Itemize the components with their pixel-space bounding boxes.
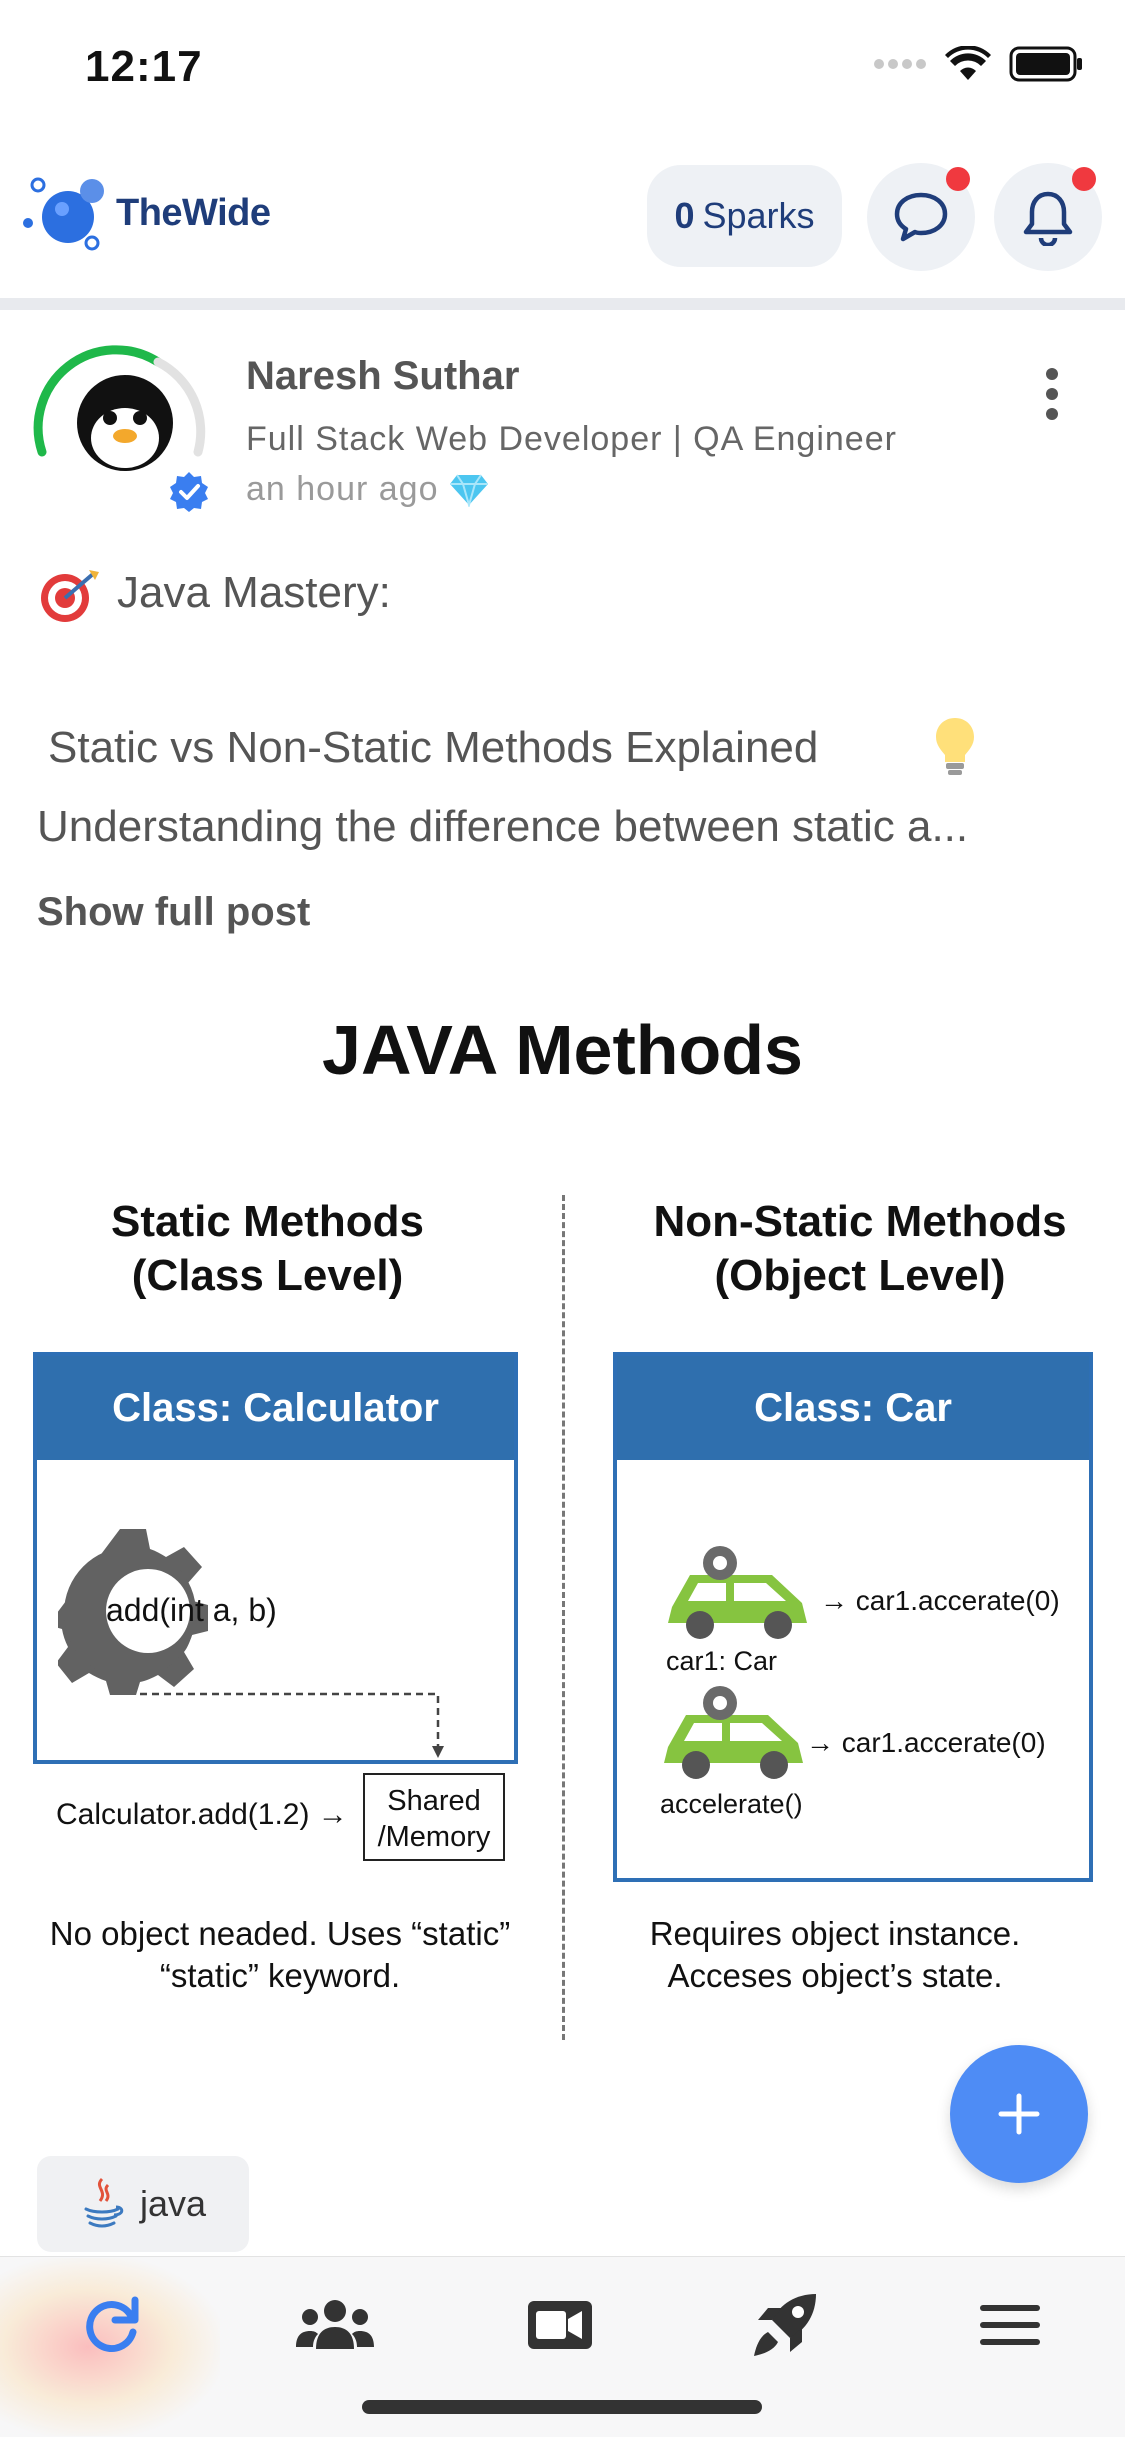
connector-arrow (138, 1690, 448, 1760)
car1-label: car1: Car (666, 1646, 778, 1676)
bell-icon (1021, 188, 1075, 246)
nonstatic-heading-line1: Non-Static Methods (653, 1197, 1067, 1246)
java-icon (80, 2175, 124, 2233)
post-time-row (246, 470, 489, 509)
static-call-text: Calculator.add(1.2) → (56, 1798, 348, 1831)
static-heading (40, 1195, 495, 1303)
static-heading-line1: Static Methods (111, 1197, 424, 1246)
nav-menu[interactable] (965, 2290, 1055, 2360)
car1-call-text: → car1.accerate(0) (820, 1585, 1060, 1616)
diamond-icon (449, 473, 489, 507)
signal-icon (873, 56, 927, 72)
more-options-icon[interactable] (1040, 366, 1064, 422)
app-logo-text[interactable]: TheWide (116, 192, 271, 234)
calculator-class-header: Class: Calculator (37, 1356, 514, 1460)
create-post-button[interactable] (950, 2045, 1088, 2183)
status-icons (873, 46, 1083, 82)
nonstatic-note-line2: Acceses object’s state. (667, 1957, 1003, 1994)
car2-label: accelerate() (660, 1789, 803, 1819)
home-indicator (362, 2400, 762, 2414)
static-note (20, 1913, 540, 1997)
nav-community[interactable] (290, 2290, 380, 2360)
car2-call-text: → car1.accerate(0) (806, 1727, 1046, 1758)
rocket-icon (750, 2290, 820, 2360)
battery-icon (1009, 46, 1083, 82)
post-text-line3: Understanding the difference between static a... (37, 802, 969, 851)
wifi-icon (945, 46, 991, 82)
car-icon (662, 1545, 814, 1650)
post-time: an hour ago (246, 470, 439, 508)
nav-feed[interactable] (67, 2290, 157, 2360)
static-note-line2: “static” keyword. (159, 1957, 401, 1994)
topic-tag[interactable] (37, 2156, 249, 2252)
video-icon (526, 2299, 594, 2351)
static-heading-line2: (Class Level) (131, 1251, 404, 1300)
menu-icon (980, 2303, 1040, 2347)
nav-launch[interactable] (740, 2290, 830, 2360)
nonstatic-heading (620, 1195, 1100, 1303)
car-icon (658, 1685, 810, 1790)
nonstatic-heading-line2: (Object Level) (714, 1251, 1006, 1300)
sparks-label: Sparks (702, 195, 815, 236)
post-author-name[interactable]: Naresh Suthar (246, 354, 520, 398)
show-full-post-link[interactable]: Show full post (37, 890, 311, 934)
header-divider (0, 298, 1125, 310)
sparks-button[interactable] (647, 165, 842, 267)
divider-line (562, 1195, 565, 2040)
static-method-label: add(int a, b) (106, 1592, 277, 1628)
status-time: 12:17 (85, 42, 203, 91)
nav-video[interactable] (515, 2290, 605, 2360)
logo-icon (22, 175, 114, 255)
static-note-line1: No object neaded. Uses “static” (49, 1915, 511, 1952)
refresh-icon (81, 2294, 143, 2356)
topic-tag-label: java (139, 2183, 207, 2224)
nonstatic-note (580, 1913, 1090, 1997)
image-title: JAVA Methods (322, 1011, 803, 1089)
post-text-line2: Static vs Non-Static Methods Explained (48, 723, 819, 772)
chat-icon (893, 191, 949, 243)
shared-memory-line1: Shared (387, 1785, 481, 1817)
bulb-icon (934, 716, 976, 778)
car-class-header: Class: Car (617, 1356, 1089, 1460)
sparks-count: 0 (674, 195, 695, 236)
post-text-line1: Java Mastery: (117, 568, 391, 617)
verified-icon (166, 468, 212, 514)
shared-memory-line2: /Memory (377, 1821, 491, 1853)
people-icon (294, 2297, 376, 2353)
post-author-headline: Full Stack Web Developer | QA Engineer (246, 420, 897, 458)
plus-icon (997, 2092, 1041, 2136)
target-icon (37, 568, 101, 624)
messages-badge (946, 167, 970, 191)
shared-memory-box (363, 1773, 505, 1861)
nonstatic-note-line1: Requires object instance. (649, 1915, 1021, 1952)
notifications-badge (1072, 167, 1096, 191)
